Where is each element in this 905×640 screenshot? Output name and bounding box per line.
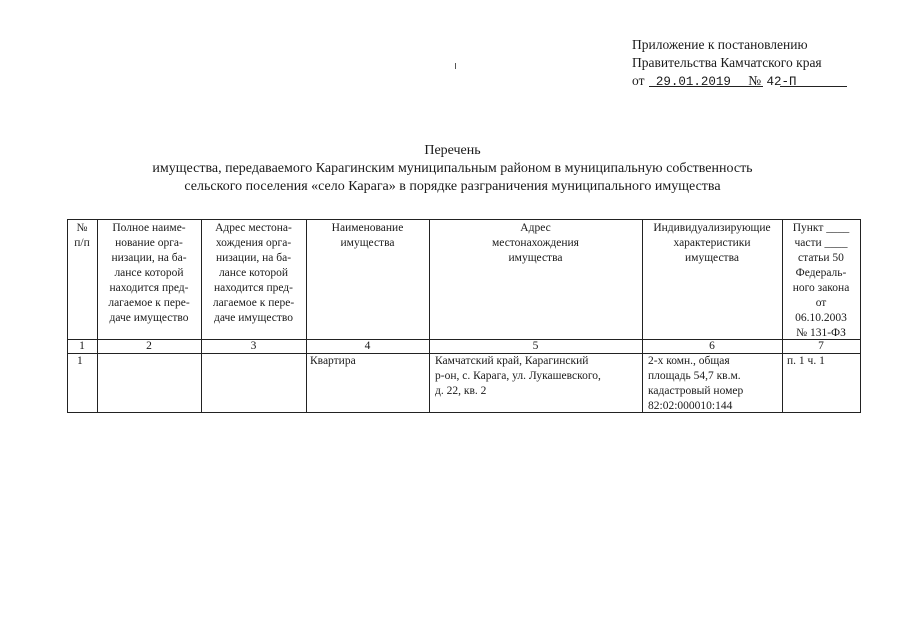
table-header-cell: Адрес местонахождения имущества [492, 222, 579, 264]
header-line-2: Правительства Камчатского края [632, 55, 822, 70]
column-number: 4 [364, 340, 371, 352]
table-header-cell: Индивидуализирующие характеристики имущества [653, 222, 771, 264]
row-number-cell: 1 [77, 355, 83, 367]
column-number: 5 [532, 340, 539, 352]
number-underline [780, 86, 847, 87]
column-number: 1 [79, 340, 85, 352]
number-label: № [748, 73, 762, 88]
document-subtitle-line-2: сельского поселения «село Карага» в порядке разграничения муниципального имущества [184, 179, 721, 194]
scan-mark [455, 63, 456, 69]
property-address-cell: Камчатский край, Карагинский р-он, с. Карага, ул. Лукашевского, д. 22, кв. 2 [435, 355, 601, 397]
table-header-cell: Наименование имущества [331, 222, 404, 249]
decree-date: 29.01.2019 [655, 75, 731, 89]
column-number: 7 [818, 340, 824, 352]
table-border-right [860, 219, 861, 413]
law-clause-cell: п. 1 ч. 1 [787, 355, 825, 367]
table-header-cell: Адрес местона- хождения орга- низации, на ба- лансе которой находится пред- лагаемое к пере- даче имущество [212, 222, 295, 324]
property-characteristics-cell: 2-х комн., общая площадь 54,7 кв.м. кадастровый номер 82:02:000010:144 [648, 355, 744, 412]
column-number: 2 [146, 340, 152, 352]
document-subtitle-line-1: имущества, передаваемого Карагинским муниципальным районом в муниципальную собственность [152, 161, 753, 176]
document-title: Перечень [424, 143, 481, 158]
header-line-1: Приложение к постановлению [632, 37, 808, 52]
table-border-top [67, 219, 860, 220]
date-underline [649, 86, 763, 87]
column-number: 3 [250, 340, 257, 352]
header-date-line [632, 73, 797, 90]
table-header-cell: Пункт ____ части ____ статьи 50 Федераль- ного закона от 06.10.2003 № 131-ФЗ [792, 222, 850, 339]
table-header-cell: № п/п [74, 222, 90, 249]
decree-number: 42-П [766, 75, 797, 89]
date-from-label: от [632, 73, 645, 88]
property-name-cell: Квартира [310, 355, 356, 367]
table-header-cell: Полное наиме- нование орга- низации, на ба- лансе которой находится пред- лагаемое к пере- даче имущество [108, 222, 190, 324]
column-number: 6 [709, 340, 715, 352]
